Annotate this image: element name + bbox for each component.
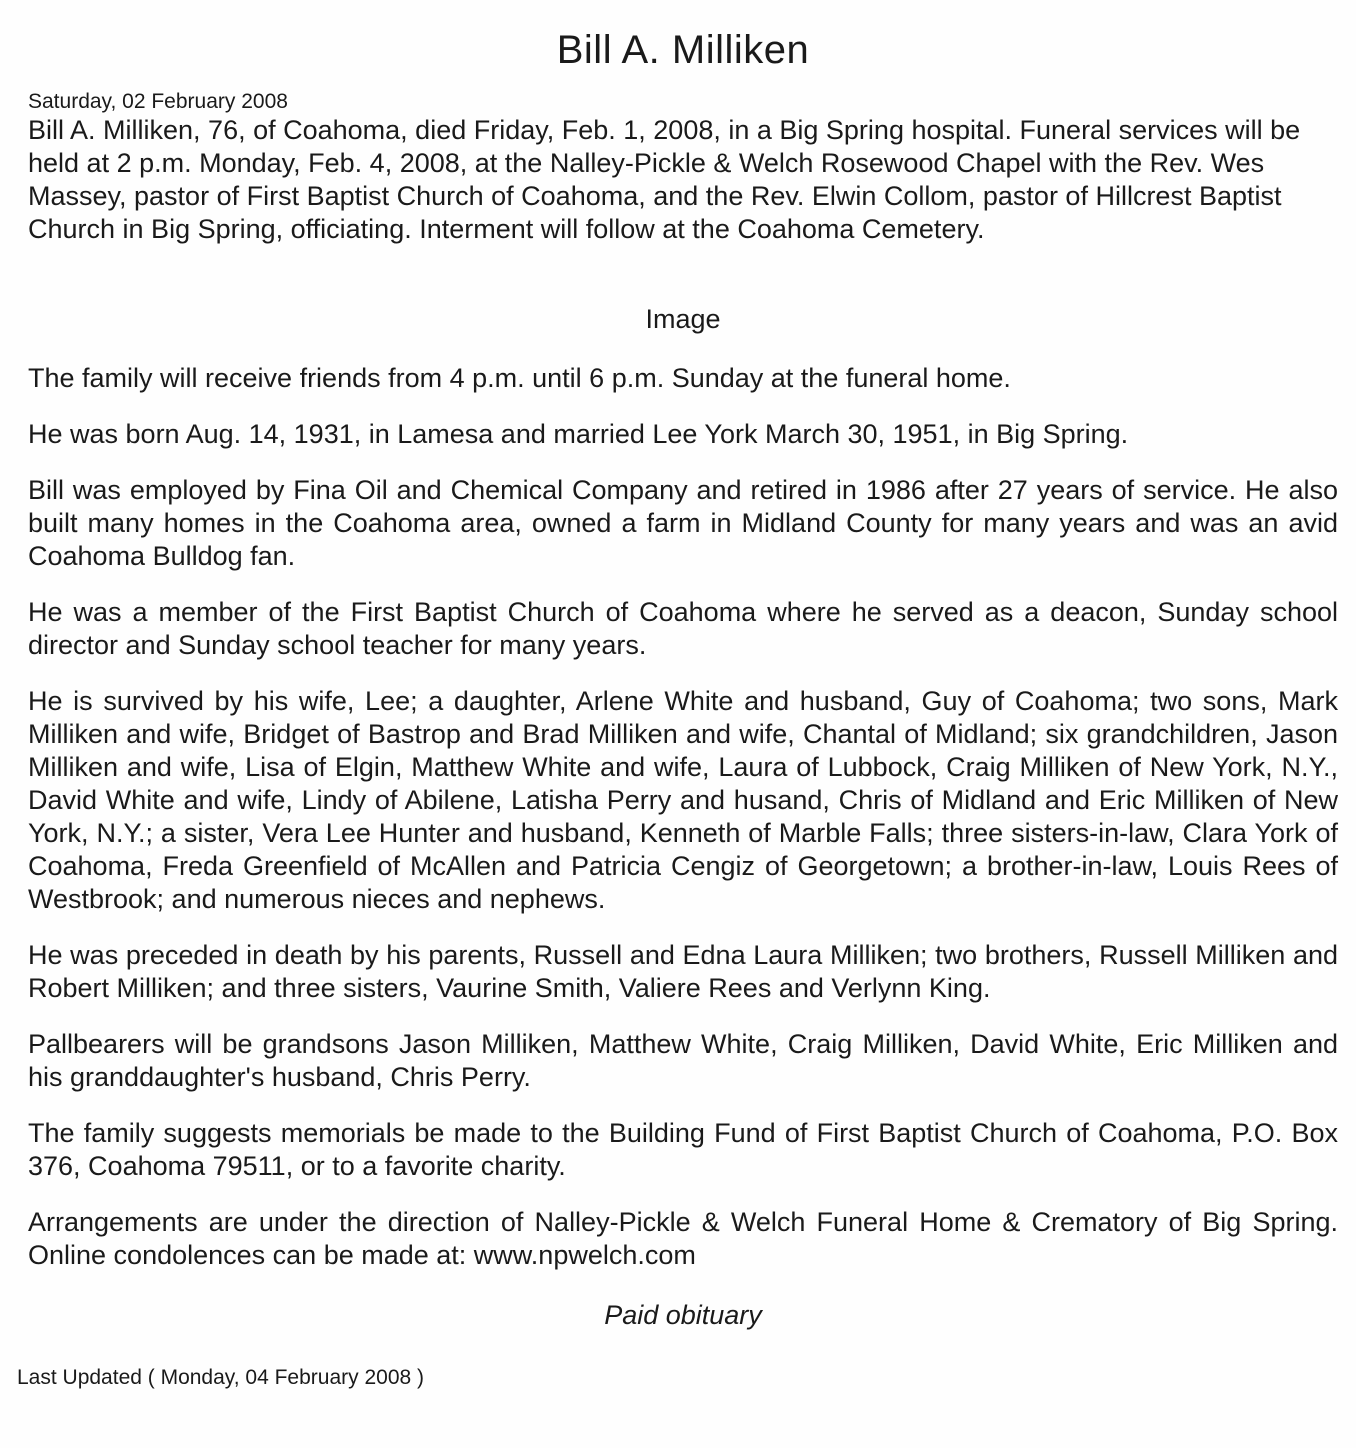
obituary-paragraph-arrangements: Arrangements are under the direction of Nalley-Pickle & Welch Funeral Home & Crematory of Big Spring. Online condolences can be made at: www.npwelch.com [28, 1207, 1338, 1270]
obituary-paragraph-church: He was a member of the First Baptist Church of Coahoma where he served as a deacon, Sunday school director and Sunday school teacher for many years. [28, 597, 1338, 660]
last-updated-line: Last Updated ( Monday, 04 February 2008 ) [17, 1366, 425, 1389]
obituary-paragraph-visitation: The family will receive friends from 4 p.m. until 6 p.m. Sunday at the funeral home. [28, 363, 1011, 393]
obituary-paragraph-survivors: He is survived by his wife, Lee; a daughter, Arlene White and husband, Guy of Coahoma; two sons, Mark Milliken and wife, Bridget of Bastrop and Brad Milliken and wife, Chantal of Midland; six grandchildren, Jason Milliken and wife, Lisa of Elgin, Matthew White and wife, Laura of Lubbock, Craig Milliken of New York, N.Y., David White and wife, Lindy of Abilene, Latisha Perry and husand, Chris of Midland and Eric Milliken of New York, N.Y.; a sister, Vera Lee Hunter and husband, Kenneth of Marble Falls; three sisters-in-law, Clara York of Coahoma, Freda Greenfield of McAllen and Patricia Cengiz of Georgetown; a brother-in-law, Louis Rees of Westbrook; and numerous nieces and nephews. [28, 686, 1338, 914]
obituary-paragraph-pallbearers: Pallbearers will be grandsons Jason Milliken, Matthew White, Craig Milliken, David White, Eric Milliken and his granddaughter's husband, Chris Perry. [28, 1029, 1338, 1092]
published-date: Saturday, 02 February 2008 [28, 90, 288, 113]
obituary-paragraph-memorials: The family suggests memorials be made to the Building Fund of First Baptist Church of Coahoma, P.O. Box 376, Coahoma 79511, or to a favorite charity. [28, 1118, 1338, 1181]
obituary-paragraph-career: Bill was employed by Fina Oil and Chemical Company and retired in 1986 after 27 years of service. He also built many homes in the Coahoma area, owned a farm in Midland County for many years and was an avid Coahoma Bulldog fan. [28, 475, 1338, 571]
image-placeholder-caption: Image [645, 304, 721, 334]
obituary-paragraph-preceded-in-death: He was preceded in death by his parents, Russell and Edna Laura Milliken; two brothers, Russell Milliken and Robert Milliken; and three sisters, Vaurine Smith, Valiere Rees and Verlynn King. [28, 940, 1338, 1003]
obituary-intro-paragraph: Bill A. Milliken, 76, of Coahoma, died Friday, Feb. 1, 2008, in a Big Spring hospital. Funeral services will be held at 2 p.m. Monday, Feb. 4, 2008, at the Nalley-Pickle & Welch Rosewood Chapel with the Rev. Wes Massey, pastor of First Baptist Church of Coahoma, and the Rev. Elwin Collom, pastor of Hillcrest Baptist Church in Big Spring, officiating. Interment will follow at the Coahoma Cemetery. [28, 115, 1301, 244]
page-title: Bill A. Milliken [556, 28, 810, 72]
obituary-paragraph-birth-marriage: He was born Aug. 14, 1931, in Lamesa and married Lee York March 30, 1951, in Big Spring. [28, 419, 1129, 449]
paid-obituary-notice: Paid obituary [604, 1300, 762, 1330]
